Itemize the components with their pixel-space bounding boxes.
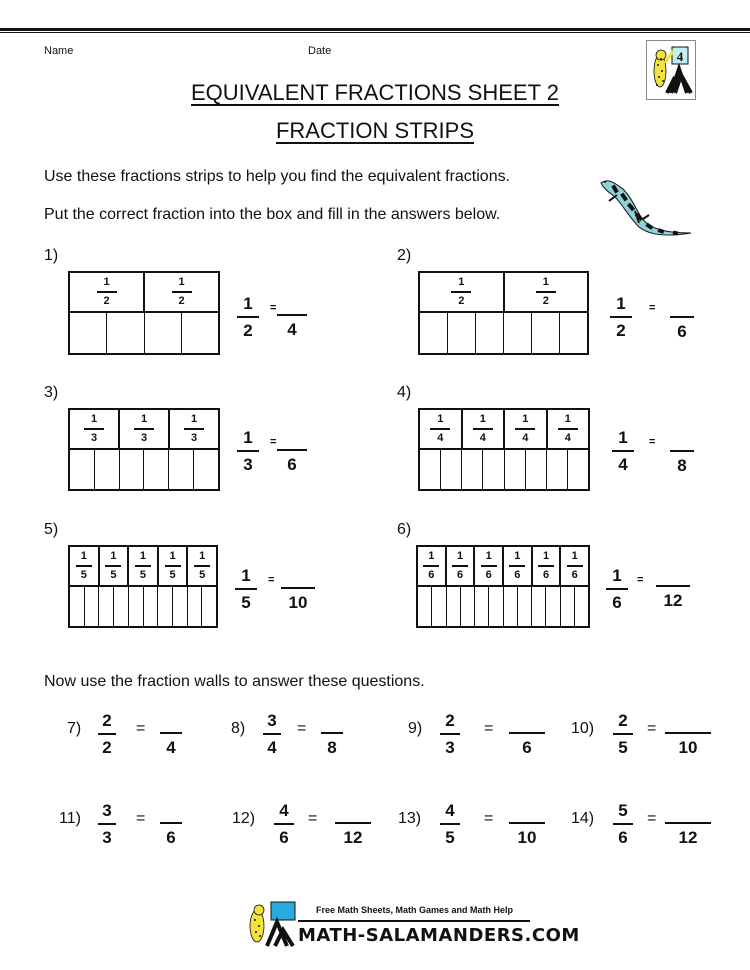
- question-1-label: 1): [44, 247, 59, 264]
- question-14-label: 14): [571, 810, 595, 827]
- strip-answer-box[interactable]: [462, 450, 483, 489]
- strip-answer-box[interactable]: [144, 587, 159, 626]
- strip-answer-box[interactable]: [489, 587, 503, 626]
- equals-sign: =: [270, 436, 277, 448]
- strip-answer-box[interactable]: [173, 587, 188, 626]
- strip-answer-box[interactable]: [546, 587, 560, 626]
- question-13-label: 13): [398, 810, 422, 827]
- strip-answer-box[interactable]: [475, 587, 489, 626]
- question-11-label: 11): [59, 810, 81, 827]
- question-11-fraction: 3 3: [98, 801, 116, 847]
- question-14-fraction: 5 6: [613, 801, 633, 847]
- strip-answer-box[interactable]: [420, 313, 448, 353]
- question-10-label: 10): [571, 720, 595, 737]
- strip-answer-box[interactable]: [448, 313, 476, 353]
- strip-top-cell: 1 3: [70, 410, 120, 448]
- question-6-label: 6): [397, 521, 412, 538]
- fraction-strip-halves-quarters: [68, 271, 220, 355]
- strip-top-cell: 1 6: [504, 547, 533, 585]
- strip-answer-box[interactable]: [504, 587, 518, 626]
- question-9-label: 9): [408, 720, 423, 737]
- strip-top-cell: 1 5: [70, 547, 100, 585]
- question-4-label: 4): [397, 384, 412, 401]
- strip-top-cell: 1 5: [188, 547, 216, 585]
- strip-4-fraction: 1 4: [612, 428, 634, 474]
- name-label: Name: [44, 45, 74, 57]
- strip-top-cell: 1 5: [100, 547, 130, 585]
- question-13-answer[interactable]: 10: [509, 822, 545, 847]
- strip-answer-box[interactable]: [194, 450, 218, 489]
- strip-top-cell: 1 6: [561, 547, 588, 585]
- strip-answer-box[interactable]: [129, 587, 144, 626]
- strip-answer-box[interactable]: [504, 313, 532, 353]
- salamander-icon: [595, 175, 695, 245]
- strip-top-cell: 1 3: [120, 410, 170, 448]
- strip-top-cell: 1 2: [70, 273, 145, 311]
- strip-answer-box[interactable]: [169, 450, 194, 489]
- worksheet-subtitle: FRACTION STRIPS: [275, 118, 474, 143]
- equals-sign: =: [647, 720, 657, 737]
- strip-answer-box[interactable]: [441, 450, 462, 489]
- question-10-answer[interactable]: 10: [665, 732, 711, 757]
- strip-answer-box[interactable]: [202, 587, 216, 626]
- strip-answer-box[interactable]: [120, 450, 145, 489]
- strip-answer-box[interactable]: [70, 313, 107, 353]
- strip-top-cell: 1 4: [420, 410, 463, 448]
- strip-answer-box[interactable]: [418, 587, 432, 626]
- strip-top-cell: 1 2: [145, 273, 218, 311]
- equals-sign: =: [270, 302, 277, 314]
- instruction-line-1: Use these fractions strips to help you find the equivalent fractions.: [44, 168, 511, 185]
- question-2-label: 2): [397, 247, 412, 264]
- strip-answer-box[interactable]: [526, 450, 547, 489]
- question-12-fraction: 4 6: [274, 801, 294, 847]
- strip-top-cell: 1 6: [418, 547, 447, 585]
- equals-sign: =: [136, 720, 146, 737]
- question-10-fraction: 2 5: [613, 711, 633, 757]
- strip-2-answer[interactable]: 6: [670, 316, 694, 341]
- question-8-label: 8): [231, 720, 246, 737]
- strip-answer-box[interactable]: [70, 450, 95, 489]
- question-12-label: 12): [232, 810, 256, 827]
- equals-sign: =: [297, 720, 307, 737]
- strip-answer-box[interactable]: [107, 313, 144, 353]
- strip-top-cell: 1 6: [475, 547, 504, 585]
- equals-sign: =: [268, 574, 275, 586]
- footer-leopard-logo-icon: [245, 900, 305, 948]
- strip-answer-box[interactable]: [432, 587, 446, 626]
- strip-answer-box[interactable]: [561, 587, 575, 626]
- top-rule: [0, 28, 750, 33]
- fraction-strip-halves-sixths: [418, 271, 589, 355]
- grade-number: 4: [676, 49, 684, 64]
- strip-answer-box[interactable]: [99, 587, 114, 626]
- worksheet-title: EQUIVALENT FRACTIONS SHEET 2: [191, 80, 559, 105]
- strip-answer-box[interactable]: [114, 587, 129, 626]
- question-7-label: 7): [67, 720, 82, 737]
- footer-tagline: Free Math Sheets, Math Games and Math Help: [316, 905, 514, 915]
- strip-answer-box[interactable]: [144, 450, 169, 489]
- strip-3-fraction: 1 3: [237, 428, 259, 474]
- fraction-strip-sixths-twelfths: [416, 545, 590, 628]
- strip-answer-box[interactable]: [158, 587, 173, 626]
- strip-answer-box[interactable]: [182, 313, 218, 353]
- footer-rule: [298, 920, 530, 922]
- equals-sign: =: [308, 810, 318, 827]
- strip-2-fraction: 1 2: [610, 294, 632, 340]
- strip-5-fraction: 1 5: [235, 566, 257, 612]
- strip-answer-box[interactable]: [568, 450, 588, 489]
- strip-answer-box[interactable]: [547, 450, 568, 489]
- strip-answer-box[interactable]: [447, 587, 461, 626]
- strip-6-fraction: 1 6: [606, 566, 628, 612]
- footer-brand: MATH-SALAMANDERS.COM: [298, 925, 580, 946]
- equals-sign: =: [484, 810, 494, 827]
- question-7-fraction: 2 2: [98, 711, 116, 757]
- strip-answer-box[interactable]: [476, 313, 504, 353]
- equals-sign: =: [637, 574, 644, 586]
- question-5-label: 5): [44, 521, 59, 538]
- strip-top-cell: 1 6: [447, 547, 476, 585]
- strip-top-cell: 1 4: [463, 410, 506, 448]
- question-14-answer[interactable]: 12: [665, 822, 711, 847]
- question-7-answer[interactable]: 4: [160, 732, 182, 757]
- strip-top-cell: 1 4: [505, 410, 548, 448]
- fraction-strip-quarters-eighths: [418, 408, 590, 491]
- strip-top-cell: 1 2: [420, 273, 505, 311]
- question-13-fraction: 4 5: [440, 801, 460, 847]
- fraction-strip-fifths-tenths: [68, 545, 218, 628]
- walls-instruction: Now use the fraction walls to answer these questions.: [44, 673, 425, 690]
- equals-sign: =: [649, 436, 656, 448]
- strip-answer-box[interactable]: [95, 450, 120, 489]
- question-9-answer[interactable]: 6: [509, 732, 545, 757]
- strip-1-fraction: 1 2: [237, 294, 259, 340]
- question-12-answer[interactable]: 12: [335, 822, 371, 847]
- strip-answer-box[interactable]: [145, 313, 182, 353]
- strip-top-cell: 1 3: [170, 410, 218, 448]
- strip-top-cell: 1 5: [129, 547, 159, 585]
- equals-sign: =: [484, 720, 494, 737]
- strip-5-answer[interactable]: 10: [281, 587, 315, 612]
- question-9-fraction: 2 3: [440, 711, 460, 757]
- equals-sign: =: [136, 810, 146, 827]
- strip-top-cell: 1 6: [533, 547, 562, 585]
- instruction-line-2: Put the correct fraction into the box and fill in the answers below.: [44, 206, 501, 223]
- equals-sign: =: [649, 302, 656, 314]
- strip-top-cell: 1 2: [505, 273, 588, 311]
- strip-3-answer[interactable]: 6: [277, 449, 307, 474]
- strip-answer-box[interactable]: [461, 587, 475, 626]
- question-8-answer[interactable]: 8: [321, 732, 343, 757]
- strip-answer-box[interactable]: [532, 587, 546, 626]
- strip-top-cell: 1 4: [548, 410, 589, 448]
- strip-top-cell: 1 5: [159, 547, 189, 585]
- strip-answer-box[interactable]: [420, 450, 441, 489]
- strip-1-answer[interactable]: 4: [277, 314, 307, 339]
- strip-6-answer[interactable]: 12: [656, 585, 690, 610]
- strip-answer-box[interactable]: [575, 587, 588, 626]
- fraction-strip-thirds-sixths: [68, 408, 220, 491]
- equals-sign: =: [647, 810, 657, 827]
- strip-answer-box[interactable]: [70, 587, 85, 626]
- question-8-fraction: 3 4: [263, 711, 281, 757]
- strip-answer-box[interactable]: [85, 587, 100, 626]
- question-11-answer[interactable]: 6: [160, 822, 182, 847]
- strip-answer-box[interactable]: [188, 587, 203, 626]
- date-label: Date: [308, 45, 332, 57]
- strip-answer-box[interactable]: [518, 587, 532, 626]
- strip-4-answer[interactable]: 8: [670, 450, 694, 475]
- strip-answer-box[interactable]: [532, 313, 560, 353]
- question-3-label: 3): [44, 384, 59, 401]
- strip-answer-box[interactable]: [483, 450, 504, 489]
- strip-answer-box[interactable]: [505, 450, 526, 489]
- strip-answer-box[interactable]: [560, 313, 587, 353]
